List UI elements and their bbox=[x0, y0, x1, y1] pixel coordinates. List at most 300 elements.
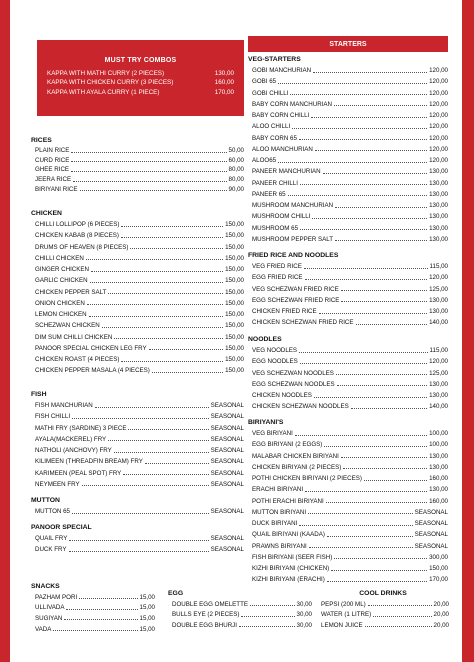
item-price: SEASONAL bbox=[210, 447, 244, 455]
item-name: DRUMS OF HEAVEN (8 PIECES) bbox=[35, 243, 129, 251]
dot-leader bbox=[149, 346, 223, 350]
item-price: 120,00 bbox=[429, 145, 448, 153]
menu-item bbox=[31, 242, 244, 253]
item-price: 80,00 bbox=[228, 166, 244, 174]
item-name: GINGER CHICKEN bbox=[35, 266, 89, 274]
menu-item bbox=[248, 223, 448, 234]
dot-leader bbox=[152, 369, 223, 373]
dot-leader bbox=[91, 268, 223, 272]
item-name: PLAIN RICE bbox=[35, 147, 70, 155]
item-name: QUAIL BIRIYANI (KAADA) bbox=[252, 531, 325, 539]
item-name: MATHI FRY (SARDINE) 3 PIECE bbox=[35, 424, 127, 432]
item-name: DOUBLE EGG OMELETTE bbox=[172, 600, 248, 608]
item-name: EGG SCHEZWAN NOODLES bbox=[252, 380, 335, 388]
fish-title: FISH bbox=[31, 391, 47, 398]
dot-leader bbox=[69, 537, 208, 541]
menu-item bbox=[31, 298, 244, 309]
item-price: 150,00 bbox=[225, 288, 244, 296]
item-price: 160,00 bbox=[429, 497, 448, 505]
dot-leader bbox=[327, 578, 427, 582]
item-name: MUSHROOM CHILLI bbox=[252, 213, 311, 221]
dot-leader bbox=[53, 627, 137, 631]
menu-item bbox=[248, 368, 448, 379]
dot-leader bbox=[102, 324, 223, 328]
dot-leader bbox=[295, 432, 427, 436]
item-price: SEASONAL bbox=[210, 535, 244, 543]
item-name: ALOO CHILLI bbox=[252, 123, 291, 131]
item-price: 160,00 bbox=[429, 475, 448, 483]
item-price: 300,00 bbox=[429, 553, 448, 561]
dot-leader bbox=[72, 415, 209, 419]
menu-item bbox=[248, 144, 448, 155]
dot-leader bbox=[300, 181, 427, 185]
noodles-section bbox=[248, 336, 448, 413]
item-name: KARIMEEN (PEAL SPOT) FRY bbox=[35, 469, 122, 477]
menu-item bbox=[31, 275, 244, 286]
dot-leader bbox=[351, 405, 427, 409]
mutton-section bbox=[31, 497, 244, 517]
item-price: 15,00 bbox=[139, 604, 155, 612]
dot-leader bbox=[365, 623, 432, 627]
dot-leader bbox=[130, 245, 223, 249]
dot-leader bbox=[73, 178, 226, 182]
dot-leader bbox=[64, 616, 137, 620]
noodles-list bbox=[248, 345, 448, 413]
cool-drinks-section bbox=[317, 590, 449, 631]
menu-item bbox=[248, 261, 448, 272]
dot-leader bbox=[300, 226, 427, 230]
item-name: GHEE RICE bbox=[35, 166, 70, 174]
item-price: 150,00 bbox=[225, 277, 244, 285]
item-name: GOBI CHILLI bbox=[252, 89, 289, 97]
item-name: BIRIYANI RICE bbox=[35, 185, 78, 193]
item-price: 15,00 bbox=[139, 614, 155, 622]
item-name: ALOO MANCHURIAN bbox=[252, 145, 313, 153]
menu-item bbox=[31, 354, 244, 365]
mutton-title: MUTTON bbox=[31, 497, 60, 504]
dot-leader bbox=[341, 454, 427, 458]
fried-rice-title: FRIED RICE AND NOODLES bbox=[248, 252, 339, 259]
menu-item bbox=[168, 599, 312, 610]
item-price: SEASONAL bbox=[414, 508, 448, 516]
menu-item bbox=[248, 99, 448, 110]
menu-item bbox=[31, 184, 244, 194]
item-price: SEASONAL bbox=[414, 542, 448, 550]
item-name: CHILLI LOLLIPOP (6 PIECES) bbox=[35, 221, 120, 229]
item-name: VEG SCHEZWAN FRIED RICE bbox=[252, 285, 339, 293]
item-price: 20,00 bbox=[433, 600, 449, 608]
menu-item bbox=[248, 200, 448, 211]
item-price: 150,00 bbox=[225, 221, 244, 229]
dot-leader bbox=[121, 223, 223, 227]
rices-list bbox=[31, 146, 244, 194]
menu-item bbox=[248, 345, 448, 356]
menu-item bbox=[248, 166, 448, 177]
menu-item bbox=[248, 484, 448, 495]
menu-item bbox=[248, 473, 448, 484]
item-name: FISH CHILLI bbox=[35, 413, 71, 421]
menu-item bbox=[31, 592, 155, 603]
dot-leader bbox=[309, 544, 413, 548]
item-name: JEERA RICE bbox=[35, 176, 72, 184]
item-name: LEMON CHICKEN bbox=[35, 311, 87, 319]
item-name: VEG SCHEZWAN NOODLES bbox=[252, 369, 334, 377]
noodles-title: NOODLES bbox=[248, 336, 282, 343]
item-price: 80,00 bbox=[228, 176, 244, 184]
menu-item bbox=[317, 599, 449, 610]
item-price: 150,00 bbox=[225, 299, 244, 307]
dot-leader bbox=[299, 522, 412, 526]
item-name: FISH MANCHURIAN bbox=[35, 402, 93, 410]
item-price: 150,00 bbox=[225, 232, 244, 240]
item-price: 30,00 bbox=[296, 611, 312, 619]
dot-leader bbox=[335, 204, 427, 208]
dot-leader bbox=[319, 310, 427, 314]
menu-item bbox=[31, 506, 244, 517]
item-price: 150,00 bbox=[225, 344, 244, 352]
dot-leader bbox=[315, 147, 427, 151]
item-price: 150,00 bbox=[225, 254, 244, 262]
item-name: DOUBLE EGG BHURJI bbox=[172, 621, 237, 629]
item-price: SEASONAL bbox=[210, 480, 244, 488]
item-name: BABY CORN CHILLI bbox=[252, 112, 310, 120]
right-red-border bbox=[462, 0, 474, 662]
dot-leader bbox=[108, 437, 208, 441]
dot-leader bbox=[71, 168, 226, 172]
item-price: SEASONAL bbox=[210, 435, 244, 443]
item-price: 130,00 bbox=[429, 380, 448, 388]
combo-item bbox=[47, 69, 234, 78]
dot-leader bbox=[95, 404, 209, 408]
dot-leader bbox=[114, 449, 209, 453]
menu-item bbox=[248, 189, 448, 200]
item-name: PRAWNS BIRIYANI bbox=[252, 542, 307, 550]
menu-item bbox=[31, 468, 244, 479]
item-name: DUCK FRY bbox=[35, 546, 67, 554]
menu-item bbox=[31, 603, 155, 614]
dot-leader bbox=[90, 279, 223, 283]
item-price: 120,00 bbox=[429, 358, 448, 366]
item-name: GOBI 65 bbox=[252, 78, 277, 86]
egg-list bbox=[168, 599, 312, 631]
menu-item bbox=[248, 211, 448, 222]
item-price: 150,00 bbox=[225, 243, 244, 251]
menu-item bbox=[248, 439, 448, 450]
menu-item bbox=[31, 456, 244, 467]
item-price: 115,00 bbox=[429, 263, 448, 271]
item-price: 125,00 bbox=[429, 369, 448, 377]
item-price: 150,00 bbox=[225, 322, 244, 330]
item-name: NATHOLI (ANCHOVY) FRY bbox=[35, 447, 112, 455]
item-name: PANEER CHILLI bbox=[252, 179, 298, 187]
dot-leader bbox=[314, 394, 427, 398]
veg-starters-title: VEG-STARTERS bbox=[248, 56, 301, 63]
dot-leader bbox=[313, 69, 427, 73]
dot-leader bbox=[121, 234, 223, 238]
item-price: 130,00 bbox=[429, 308, 448, 316]
dot-leader bbox=[335, 237, 427, 241]
dot-leader bbox=[326, 499, 427, 503]
item-name: SCHEZWAN CHICKEN bbox=[35, 322, 100, 330]
item-price: 120,00 bbox=[429, 134, 448, 142]
rices-section bbox=[31, 137, 244, 194]
item-name: KILIMEEN (THREADFIN BREAM) FRY bbox=[35, 458, 143, 466]
item-name: MUSHROOM PEPPER SALT bbox=[252, 235, 334, 243]
snacks-list bbox=[31, 592, 155, 634]
item-price: 160,00 bbox=[214, 79, 234, 87]
item-name: CHILLI CHICKEN bbox=[35, 254, 84, 262]
dot-leader bbox=[356, 321, 428, 325]
menu-item bbox=[248, 306, 448, 317]
dot-leader bbox=[327, 533, 413, 537]
menu-item bbox=[317, 610, 449, 621]
menu-item bbox=[248, 451, 448, 462]
menu-item bbox=[31, 423, 244, 434]
item-name: BABY CORN MANCHURIAN bbox=[252, 100, 332, 108]
item-price: SEASONAL bbox=[210, 413, 244, 421]
menu-item bbox=[31, 624, 155, 635]
menu-item bbox=[31, 411, 244, 422]
dot-leader bbox=[341, 298, 427, 302]
item-name: FISH BIRIYANI (SEER FISH) bbox=[252, 553, 333, 561]
item-price: 150,00 bbox=[225, 356, 244, 364]
item-price: 100,00 bbox=[429, 430, 448, 438]
menu-item bbox=[248, 379, 448, 390]
menu-item bbox=[248, 563, 448, 574]
item-name: PANEER MANCHURIAN bbox=[252, 168, 321, 176]
dot-leader bbox=[278, 80, 427, 84]
item-name: EGG FRIED RICE bbox=[252, 274, 303, 282]
item-price: 140,00 bbox=[429, 319, 448, 327]
menu-item bbox=[248, 541, 448, 552]
item-name: PANEER 65 bbox=[252, 190, 286, 198]
menu-item bbox=[31, 165, 244, 175]
item-price: 130,00 bbox=[429, 463, 448, 471]
fried-rice-list bbox=[248, 261, 448, 329]
menu-item bbox=[248, 178, 448, 189]
biriyanis-list bbox=[248, 428, 448, 586]
dot-leader bbox=[80, 187, 227, 191]
menu-item bbox=[31, 544, 244, 555]
dot-leader bbox=[71, 158, 226, 162]
item-name: EGG BIRIYANI (2 EGGS) bbox=[252, 441, 323, 449]
item-price: 15,00 bbox=[139, 593, 155, 601]
menu-item bbox=[248, 284, 448, 295]
item-price: 120,00 bbox=[429, 78, 448, 86]
dot-leader bbox=[290, 91, 427, 95]
item-name: VEG BIRIYANI bbox=[252, 430, 293, 438]
dot-leader bbox=[323, 170, 427, 174]
item-name: CHICKEN BIRIYANI (2 PIECES) bbox=[252, 463, 342, 471]
menu-item bbox=[248, 88, 448, 99]
dot-leader bbox=[304, 265, 428, 269]
item-name: EGG NOODLES bbox=[252, 358, 298, 366]
combo-item bbox=[47, 88, 234, 97]
combo-item bbox=[47, 78, 234, 87]
item-price: SEASONAL bbox=[210, 402, 244, 410]
item-name: PEPSI (200 ML) bbox=[321, 600, 366, 608]
dot-leader bbox=[108, 290, 223, 294]
menu-item bbox=[31, 175, 244, 185]
item-price: 120,00 bbox=[429, 112, 448, 120]
egg-section bbox=[168, 590, 312, 631]
item-price: 30,00 bbox=[296, 600, 312, 608]
dot-leader bbox=[305, 276, 428, 280]
item-price: 130,00 bbox=[429, 392, 448, 400]
item-name: LEMON JUICE bbox=[321, 621, 363, 629]
menu-item bbox=[31, 146, 244, 156]
item-name: VADA bbox=[35, 625, 52, 633]
menu-item bbox=[168, 610, 312, 621]
item-price: 130,00 bbox=[429, 296, 448, 304]
item-price: 130,00 bbox=[429, 486, 448, 494]
dot-leader bbox=[292, 125, 427, 129]
item-price: 90,00 bbox=[228, 185, 244, 193]
item-name: PANOOR SPECIAL CHICKEN LEG FRY bbox=[35, 344, 147, 352]
dot-leader bbox=[72, 510, 209, 514]
dot-leader bbox=[334, 102, 427, 106]
dot-leader bbox=[121, 358, 223, 362]
dot-leader bbox=[334, 555, 427, 559]
panoor-special-list bbox=[31, 533, 244, 556]
chicken-list bbox=[31, 219, 244, 377]
menu-item bbox=[31, 320, 244, 331]
dot-leader bbox=[311, 114, 427, 118]
dot-leader bbox=[239, 623, 295, 627]
panoor-special-section bbox=[31, 524, 244, 556]
dot-leader bbox=[123, 471, 208, 475]
dot-leader bbox=[299, 136, 427, 140]
item-name: CHICKEN SCHEZWAN FRIED RICE bbox=[252, 319, 354, 327]
item-price: SEASONAL bbox=[414, 520, 448, 528]
menu-item bbox=[248, 121, 448, 132]
item-name: CHICKEN KABAB (8 PIECES) bbox=[35, 232, 119, 240]
item-price: 60,00 bbox=[228, 156, 244, 164]
item-price: 120,00 bbox=[429, 157, 448, 165]
egg-title: EGG bbox=[168, 590, 184, 597]
item-price: 130,00 bbox=[429, 202, 448, 210]
combos-title: MUST TRY COMBOS bbox=[104, 57, 177, 64]
item-name: CHICKEN PEPPER MASALA (4 PIECES) bbox=[35, 367, 150, 375]
item-price: 100,00 bbox=[429, 441, 448, 449]
snacks-section bbox=[31, 583, 155, 634]
item-price: 120,00 bbox=[429, 67, 448, 75]
item-price: 150,00 bbox=[225, 266, 244, 274]
menu-item bbox=[31, 400, 244, 411]
item-name: AYALA(MACKEREL) FRY bbox=[35, 435, 107, 443]
item-name: KAPPA WITH AYALA CURRY (1 PIECE) bbox=[47, 88, 160, 96]
panoor-special-title: PANOOR SPECIAL bbox=[31, 524, 92, 531]
fried-rice-section bbox=[248, 252, 448, 329]
menu-item bbox=[248, 518, 448, 529]
menu-item bbox=[31, 613, 155, 624]
menu-item bbox=[31, 479, 244, 490]
menu-item bbox=[31, 434, 244, 445]
item-price: 150,00 bbox=[429, 565, 448, 573]
item-name: VEG FRIED RICE bbox=[252, 263, 302, 271]
item-price: 115,00 bbox=[429, 347, 448, 355]
item-price: 15,00 bbox=[139, 625, 155, 633]
biriyanis-section bbox=[248, 419, 448, 586]
veg-starters-section bbox=[248, 56, 448, 245]
item-price: SEASONAL bbox=[210, 508, 244, 516]
dot-leader bbox=[324, 443, 427, 447]
item-name: EGG SCHEZWAN FRIED RICE bbox=[252, 296, 340, 304]
dot-leader bbox=[87, 301, 223, 305]
dot-leader bbox=[343, 465, 427, 469]
combos-list bbox=[47, 69, 234, 97]
item-price: 120,00 bbox=[429, 100, 448, 108]
item-name: POTHI CHICKEN BIRIYANI (2 PIECES) bbox=[252, 475, 362, 483]
left-red-border bbox=[0, 0, 10, 662]
menu-item bbox=[248, 496, 448, 507]
item-name: ERACHI BIRIYANI bbox=[252, 486, 304, 494]
item-price: 170,00 bbox=[429, 576, 448, 584]
starters-banner: STARTERS bbox=[248, 36, 448, 52]
item-name: WATER (1 LITRE) bbox=[321, 611, 372, 619]
chicken-section bbox=[31, 210, 244, 377]
dot-leader bbox=[128, 426, 208, 430]
menu-item bbox=[31, 533, 244, 544]
item-name: KIZHI BIRIYANI (CHICKEN) bbox=[252, 565, 330, 573]
biriyanis-title: BIRIYANI'S bbox=[248, 419, 284, 426]
menu-item bbox=[248, 155, 448, 166]
menu-item bbox=[31, 230, 244, 241]
item-price: 130,00 bbox=[429, 224, 448, 232]
menu-item bbox=[248, 65, 448, 76]
menu-item bbox=[31, 264, 244, 275]
menu-item bbox=[248, 462, 448, 473]
item-name: DIM SUM CHILLI CHICKEN bbox=[35, 333, 113, 341]
menu-item bbox=[31, 343, 244, 354]
rices-title: RICES bbox=[31, 137, 52, 144]
menu-item bbox=[248, 356, 448, 367]
item-name: MUSHROOM MANCHURIAN bbox=[252, 202, 334, 210]
menu-item bbox=[31, 253, 244, 264]
item-price: 20,00 bbox=[433, 611, 449, 619]
menu-page bbox=[10, 0, 462, 662]
menu-item bbox=[31, 287, 244, 298]
menu-item bbox=[31, 365, 244, 376]
item-name: CHICKEN SCHEZWAN NOODLES bbox=[252, 403, 349, 411]
menu-item bbox=[248, 574, 448, 585]
menu-item bbox=[248, 390, 448, 401]
dot-leader bbox=[373, 613, 431, 617]
dot-leader bbox=[82, 482, 209, 486]
item-price: 150,00 bbox=[225, 367, 244, 375]
dot-leader bbox=[69, 548, 209, 552]
item-name: CURD RICE bbox=[35, 156, 70, 164]
item-price: 30,00 bbox=[296, 621, 312, 629]
item-name: ALOO65 bbox=[252, 157, 277, 165]
item-price: 50,00 bbox=[228, 147, 244, 155]
dot-leader bbox=[308, 510, 413, 514]
cool-drinks-list bbox=[317, 599, 449, 631]
item-name: GOBI MANCHURIAN bbox=[252, 67, 312, 75]
dot-leader bbox=[250, 602, 295, 606]
item-price: 120,00 bbox=[429, 274, 448, 282]
item-name: BULLS EYE (2 PIECES) bbox=[172, 611, 240, 619]
dot-leader bbox=[305, 488, 427, 492]
item-price: 120,00 bbox=[429, 123, 448, 131]
menu-item bbox=[31, 332, 244, 343]
dot-leader bbox=[89, 313, 223, 317]
item-price: 130,00 bbox=[429, 452, 448, 460]
item-price: 130,00 bbox=[429, 213, 448, 221]
item-name: MUTTON BIRIYANI bbox=[252, 508, 307, 516]
item-price: 20,00 bbox=[433, 621, 449, 629]
item-price: 130,00 bbox=[214, 70, 234, 77]
